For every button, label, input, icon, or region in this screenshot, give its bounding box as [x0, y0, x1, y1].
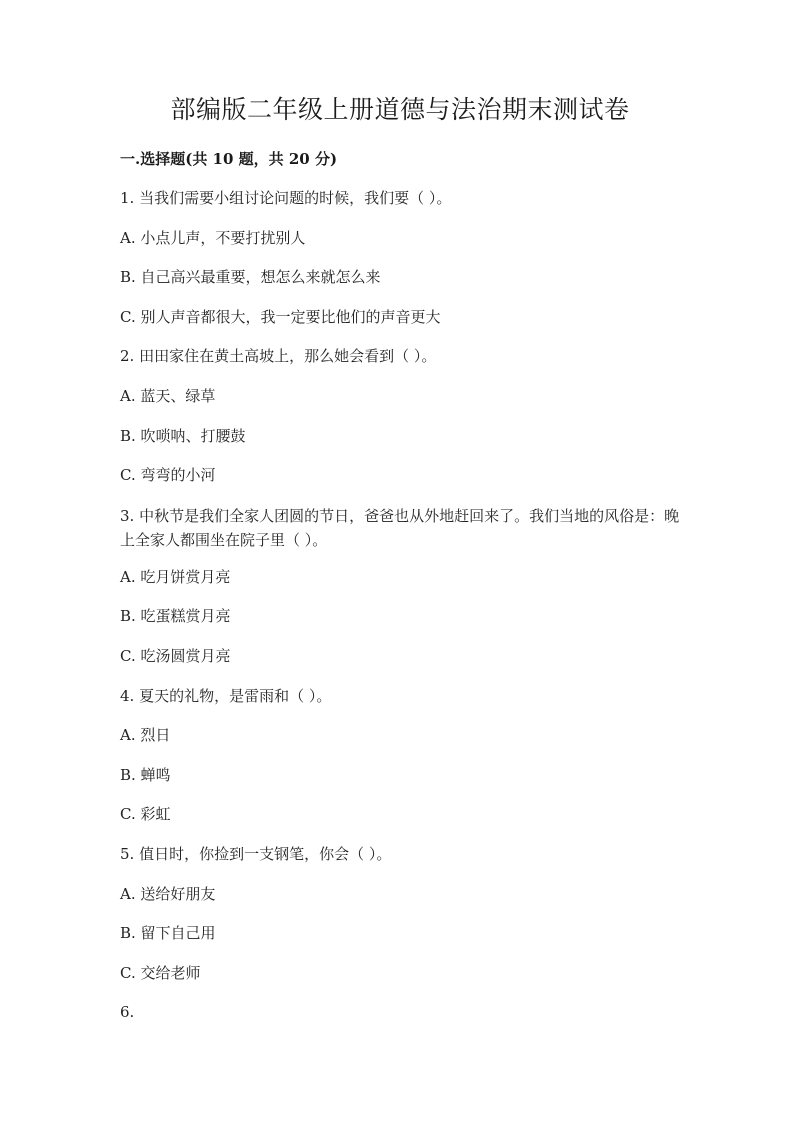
question-5-stem: 5. 值日时，你捡到一支钢笔，你会（ ）。: [120, 845, 392, 863]
question-1-option-a: A. 小点儿声，不要打扰别人: [120, 229, 306, 247]
question-3-option-a: A. 吃月饼赏月亮: [120, 568, 231, 586]
question-6-stem: 6.: [120, 1003, 135, 1021]
question-1-option-c: C. 别人声音都很大，我一定要比他们的声音更大: [120, 308, 441, 326]
question-2-option-a: A. 蓝天、绿草: [120, 387, 216, 405]
question-2-stem: 2. 田田家住在黄土高坡上，那么她会看到（ ）。: [120, 347, 437, 365]
question-5-option-a: A. 送给好朋友: [120, 885, 216, 903]
question-1-stem: 1. 当我们需要小组讨论问题的时候，我们要（ ）。: [120, 189, 452, 207]
question-4-option-a: A. 烈日: [120, 726, 171, 744]
question-4-option-b: B. 蝉鸣: [120, 766, 171, 784]
question-4-stem: 4. 夏天的礼物，是雷雨和（ ）。: [120, 687, 332, 705]
question-2-option-c: C. 弯弯的小河: [120, 466, 216, 484]
question-1-option-b: B. 自己高兴最重要，想怎么来就怎么来: [120, 268, 381, 286]
section-heading: 一.选择题(共 10 题，共 20 分): [120, 150, 338, 168]
question-3-stem: 3. 中秋节是我们全家人团圆的节日，爸爸也从外地赶回来了。我们当地的风俗是：晚上全家人都围坐在院子里（ ）。: [120, 507, 680, 549]
page-title: 部编版二年级上册道德与法治期末测试卷: [170, 95, 630, 124]
question-2-option-b: B. 吹唢呐、打腰鼓: [120, 427, 246, 445]
question-3-option-b: B. 吃蛋糕赏月亮: [120, 607, 231, 625]
question-5-option-b: B. 留下自己用: [120, 924, 216, 942]
question-4-option-c: C. 彩虹: [120, 805, 171, 823]
question-3-option-c: C. 吃汤圆赏月亮: [120, 647, 231, 665]
question-5-option-c: C. 交给老师: [120, 964, 201, 982]
